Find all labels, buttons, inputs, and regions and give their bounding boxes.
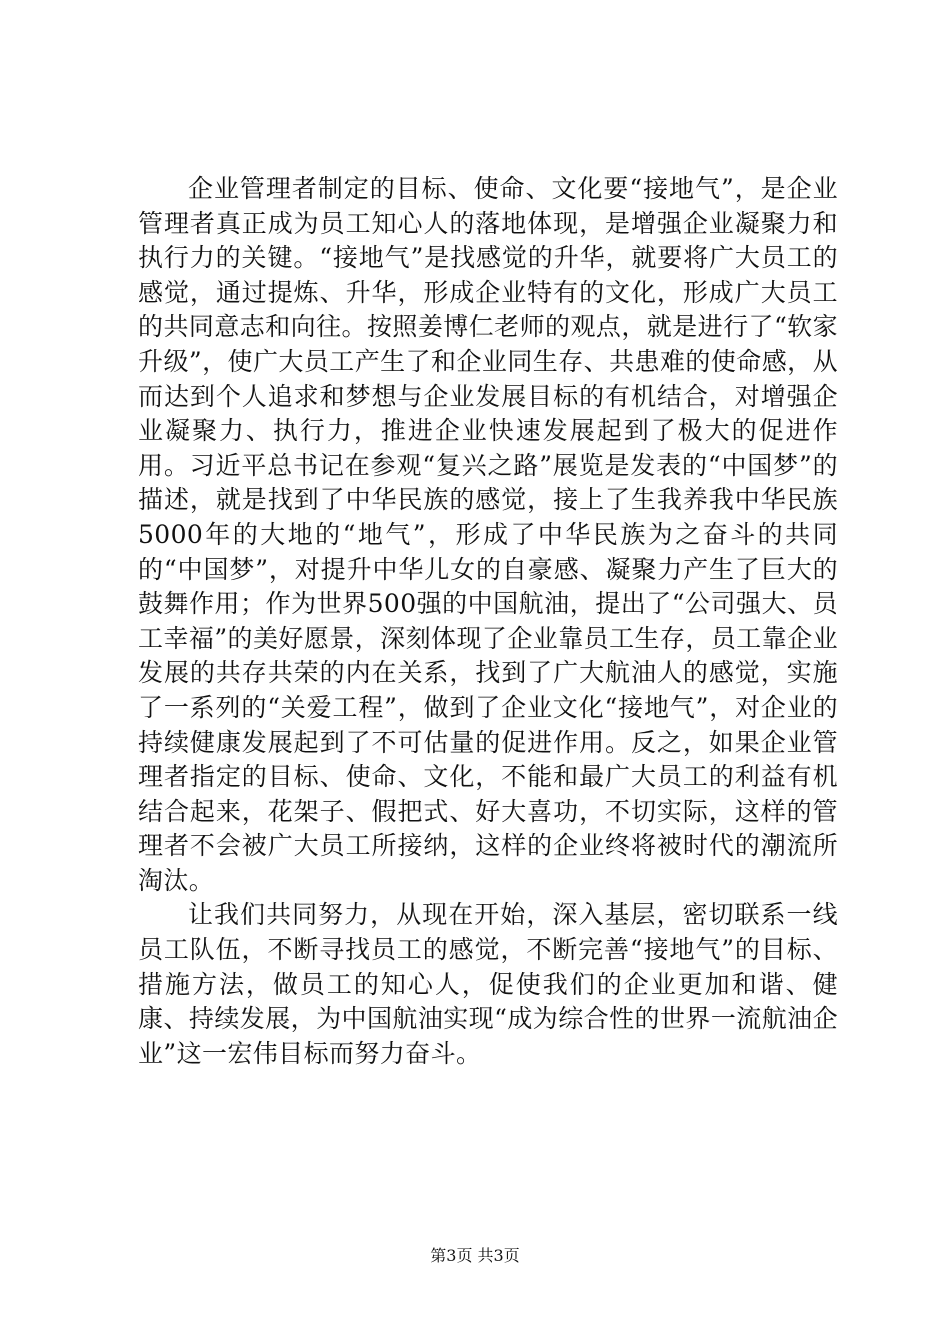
document-body <box>138 172 838 1071</box>
paragraph: 企业管理者制定的目标、使命、文化要“接地气”，是企业管理者真正成为员工知心人的落地体现，是增强企业凝聚力和执行力的关键。“接地气”是找感觉的升华，就要将广大员工的感觉，通过提炼、升华，形成企业特有的文化，形成广大员工的共同意志和向往。按照姜博仁老师的观点，就是进行了“软家升级”，使广大员工产生了和企业同生存、共患难的使命感，从而达到个人追求和梦想与企业发展目标的有机结合，对增强企业凝聚力、执行力，推进企业快速发展起到了极大的促进作用。习近平总书记在参观“复兴之路”展览是发表的“中国梦”的描述，就是找到了中华民族的感觉，接上了生我养我中华民族5000年的大地的“地气”，形成了中华民族为之奋斗的共同的“中国梦”，对提升中华儿女的自豪感、凝聚力产生了巨大的鼓舞作用；作为世界500强的中国航油，提出了“公司强大、员工幸福”的美好愿景，深刻体现了企业靠员工生存，员工靠企业发展的共存共荣的内在关系，找到了广大航油人的感觉，实施了一系列的“关爱工程”，做到了企业文化“接地气”，对企业的持续健康发展起到了不可估量的促进作用。反之，如果企业管理者指定的目标、使命、文化，不能和最广大员工的利益有机结合起来，花架子、假把式、好大喜功，不切实际，这样的管理者不会被广大员工所接纳，这样的企业终将被时代的潮流所淘汰。 <box>138 174 838 895</box>
page-number-footer: 第3页 共3页 <box>430 1246 520 1265</box>
paragraph: 让我们共同努力，从现在开始，深入基层，密切联系一线员工队伍，不断寻找员工的感觉，不断完善“接地气”的目标、措施方法，做员工的知心人，促使我们的企业更加和谐、健康、持续发展，为中国航油实现“成为综合性的世界一流航油企业”这一宏伟目标而努力奋斗。 <box>138 900 838 1068</box>
